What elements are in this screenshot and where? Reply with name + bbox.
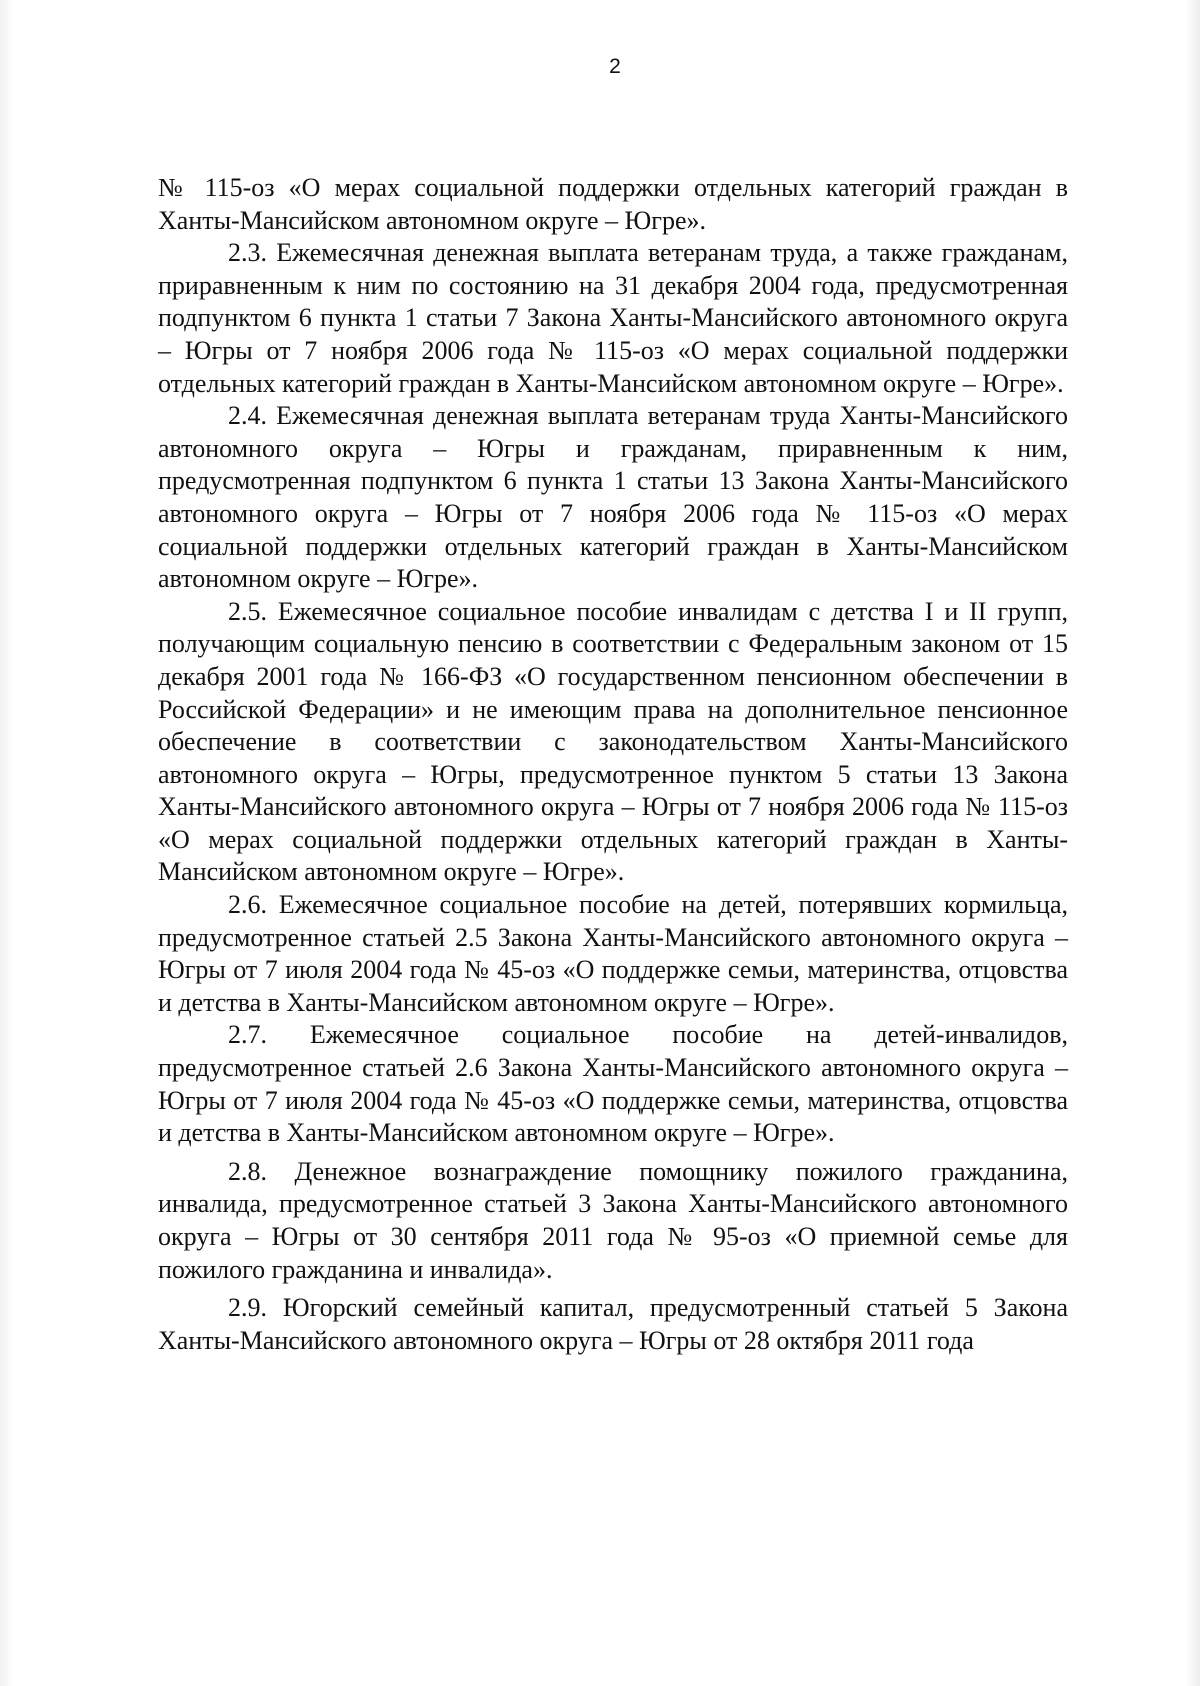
paragraph-2-4: 2.4. Ежемесячная денежная выплата ветеранам труда Ханты-Мансийского автономного округа – Югры и гражданам, приравненным к ним, предусмотренная подпунктом 6 пункта 1 статьи 13 Закона Ханты-Мансийского автономного округа – Югры от 7 ноября 2006 года № 115-оз «О мерах социальной поддержки отдельных категорий граждан в Ханты-Мансийском автономном округе – Югре».: [158, 401, 1068, 594]
paragraph-2-6: 2.6. Ежемесячное социальное пособие на детей, потерявших кормильца, предусмотренное статьей 2.5 Закона Ханты-Мансийского автономного округа – Югры от 7 июля 2004 года № 45-оз «О поддержке семьи, материнства, отцовства и детства в Ханты-Мансийском автономном округе – Югре».: [158, 890, 1068, 1017]
page-number: 2: [609, 55, 621, 78]
paragraph-continuation: № 115-оз «О мерах социальной поддержки отдельных категорий граждан в Ханты-Мансийском автономном округе – Югре».: [158, 173, 1068, 235]
paragraph-2-8: 2.8. Денежное вознаграждение помощнику пожилого гражданина, инвалида, предусмотренное статьей 3 Закона Ханты-Мансийского автономного округа – Югры от 30 сентября 2011 года № 95-оз «О приемной семье для пожилого гражданина и инвалида».: [158, 1156, 1068, 1284]
paragraph-2-5: 2.5. Ежемесячное социальное пособие инвалидам с детства I и II групп, получающим социальную пенсию в соответствии с Федеральным законом от 15 декабря 2001 года № 166-ФЗ «О государственном пенсионном обеспечении в Российской Федерации» и не имеющим права на дополнительное пенсионное обеспечение в соответствии с законодательством Ханты-Мансийского автономного округа – Югры, предусмотренное пунктом 5 статьи 13 Закона Ханты-Мансийского автономного округа – Югры от 7 ноября 2006 года № 115-оз «О мерах социальной поддержки отдельных категорий граждан в Ханты-Мансийском автономном округе – Югре».: [158, 596, 1068, 887]
document-body: [158, 172, 1068, 1357]
paragraph-2-9: 2.9. Югорский семейный капитал, предусмотренный статьей 5 Закона Ханты-Мансийского автономного округа – Югры от 28 октября 2011 года: [158, 1293, 1068, 1355]
paragraph-2-7: 2.7. Ежемесячное социальное пособие на детей-инвалидов, предусмотренное статьей 2.6 Закона Ханты-Мансийского автономного округа – Югры от 7 июля 2004 года № 45-оз «О поддержке семьи, материнства, отцовства и детства в Ханты-Мансийском автономном округе – Югре».: [158, 1020, 1068, 1148]
paragraph-2-3: 2.3. Ежемесячная денежная выплата ветеранам труда, а также гражданам, приравненным к ним по состоянию на 31 декабря 2004 года, предусмотренная подпунктом 6 пункта 1 статьи 7 Закона Ханты-Мансийского автономного округа – Югры от 7 ноября 2006 года № 115-оз «О мерах социальной поддержки отдельных категорий граждан в Ханты-Мансийском автономном округе – Югре».: [158, 238, 1068, 398]
scan-edge-right: [1186, 0, 1200, 1686]
scan-edge-left: [0, 0, 14, 1686]
